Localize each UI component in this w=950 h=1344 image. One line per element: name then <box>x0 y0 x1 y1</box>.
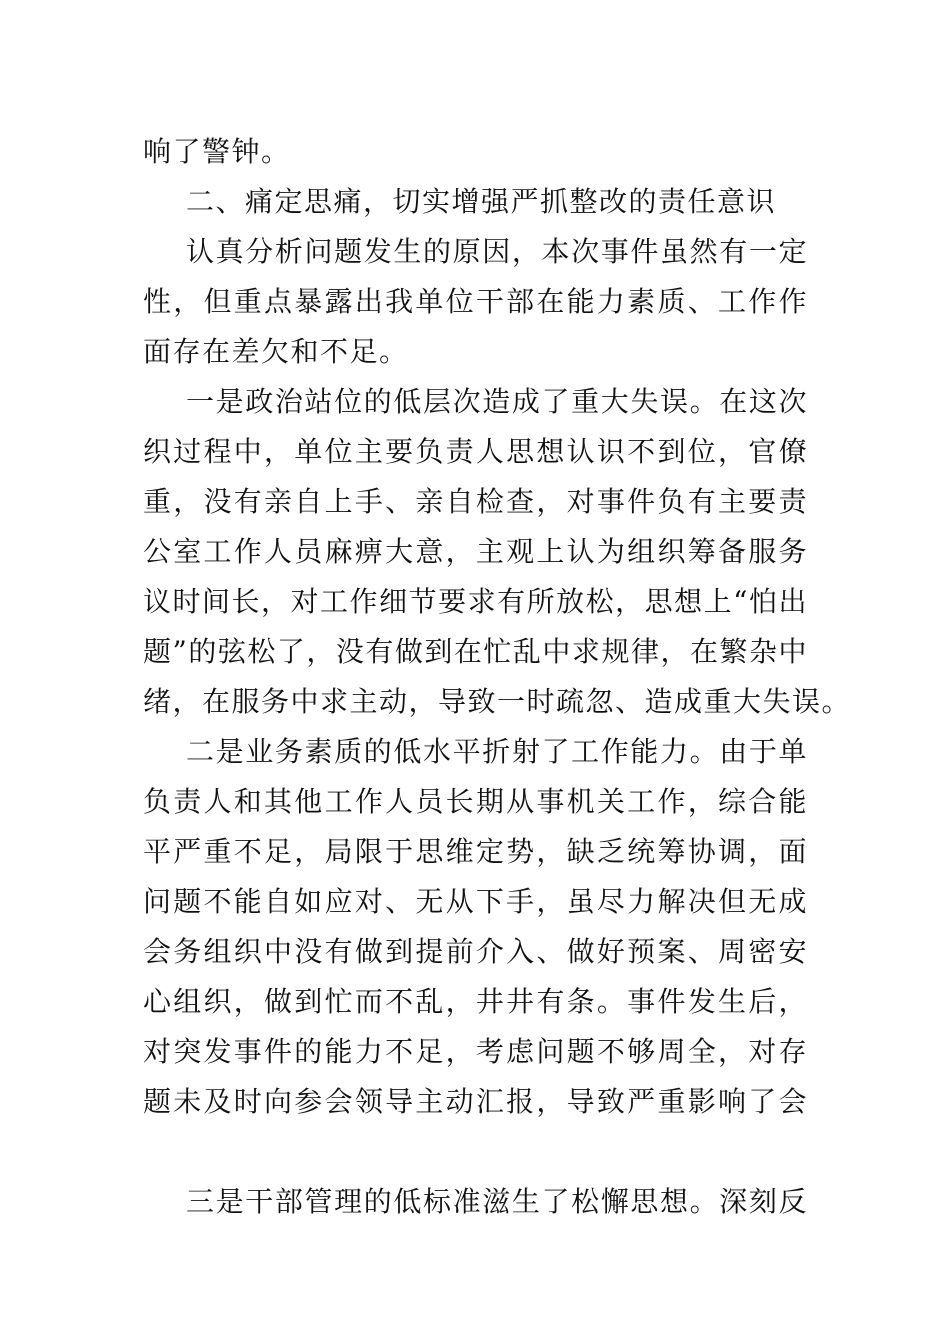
paragraph-intro-line-2: 性，但重点暴露出我单位干部在能力素质、工作作 <box>143 285 808 318</box>
paragraph-two-line-5: 会务组织中没有做到提前介入、做好预案、周密安 <box>143 935 808 968</box>
paragraph-two-line-8: 题未及时向参会领导主动汇报，导致严重影响了会 <box>143 1085 808 1118</box>
section-heading-2: 二、痛定思痛，切实增强严抓整改的责任意识 <box>186 185 777 218</box>
paragraph-two-line-1: 二是业务素质的低水平折射了工作能力。由于单 <box>186 735 808 768</box>
paragraph-three-line-1: 三是干部管理的低标准滋生了松懈思想。深刻反 <box>186 1185 808 1218</box>
paragraph-two-line-2: 负责人和其他工作人员长期从事机关工作，综合能 <box>143 785 808 818</box>
paragraph-two-line-4: 问题不能自如应对、无从下手，虽尽力解决但无成 <box>143 885 808 918</box>
paragraph-intro-line-1: 认真分析问题发生的原因，本次事件虽然有一定 <box>186 235 808 268</box>
paragraph-one-line-7: 绪，在服务中求主动，导致一时疏忽、造成重大失误。 <box>143 685 852 718</box>
paragraph-one-line-1: 一是政治站位的低层次造成了重大失误。在这次 <box>186 385 808 418</box>
paragraph-one-line-4: 公室工作人员麻痹大意，主观上认为组织筹备服务 <box>143 535 808 568</box>
paragraph-intro-line-3: 面存在差欠和不足。 <box>143 335 409 368</box>
paragraph-two-line-7: 对突发事件的能力不足，考虑问题不够周全，对存 <box>143 1035 808 1068</box>
paragraph-one-line-6: 题”的弦松了，没有做到在忙乱中求规律，在繁杂中 <box>143 635 808 668</box>
paragraph-one-line-5: 议时间长，对工作细节要求有所放松，思想上“怕出 <box>143 585 808 618</box>
paragraph-two-line-3: 平严重不足，局限于思维定势，缺乏统筹协调，面 <box>143 835 808 868</box>
paragraph-two-line-6: 心组织，做到忙而不乱，井井有条。事件发生后， <box>143 985 808 1018</box>
text-line-1: 响了警钟。 <box>143 135 291 168</box>
paragraph-one-line-3: 重，没有亲自上手、亲自检查，对事件负有主要责 <box>143 485 808 518</box>
paragraph-one-line-2: 织过程中，单位主要负责人思想认识不到位，官僚 <box>143 435 808 468</box>
